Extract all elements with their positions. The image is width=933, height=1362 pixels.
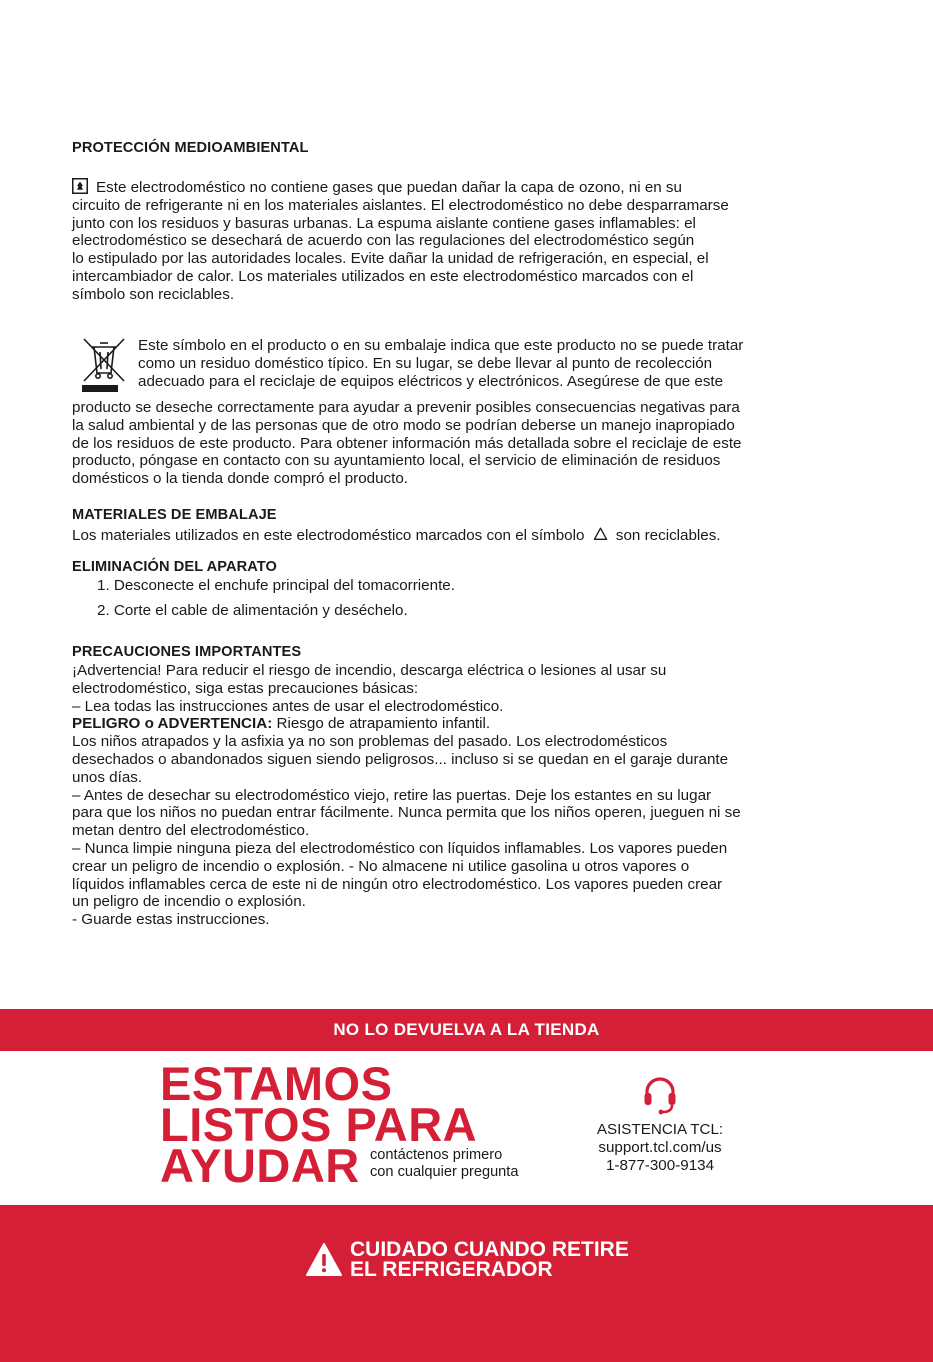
environment-line: lo estipulado por las autoridades locales. Evite dañar la unidad de refrigeración, en especial, el [72,250,709,268]
weee-line: la salud ambiental y de las personas que de otro modo se podrían deberse un manejo inapropiado [72,416,735,434]
disposal-title: ELIMINACIÓN DEL APARATO [72,559,277,575]
weee-line: como un residuo doméstico típico. En su lugar, se debe llevar al punto de recolección [138,354,713,372]
support-url[interactable]: support.tcl.com/us [598,1139,722,1156]
weee-paragraph [72,337,867,488]
precautions-line: – Lea todas las instrucciones antes de usar el electrodoméstico. [72,697,504,715]
ready-line: AYUDAR [160,1139,360,1192]
weee-line: de los residuos de este producto. Para obtener información más detallada sobre el reciclaje de este [72,434,742,452]
weee-line: adecuado para el reciclaje de equipos eléctricos y electrónicos. Asegúrese de que este [138,372,724,390]
ready-line: LISTOS PARA [160,1098,478,1151]
caution-text [350,1240,629,1280]
environment-line: junto con los residuos y basuras urbanas. La espuma aislante contiene gases inflamables: el [72,214,696,232]
precautions-line: un peligro de incendio o explosión. [72,893,306,911]
precautions-line: metan dentro del electrodoméstico. [72,822,310,840]
packaging-text: Los materiales utilizados en este electrodoméstico marcados con el símbolo son reciclables. [72,527,721,544]
headset-icon [643,1075,677,1115]
precautions-line: – Antes de desechar su electrodoméstico viejo, retire las puertas. Deje los estantes en su lugar [72,786,712,804]
danger-line [72,715,867,733]
caution-banner [0,1205,933,1362]
recycle-square-icon [72,178,88,194]
support-block [580,1075,740,1175]
do-not-return-banner: NO LO DEVUELVA A LA TIENDA [0,1009,933,1051]
weee-line: Este símbolo en el producto o en su embalaje indica que este producto no se puede tratar [138,337,744,354]
contact-line: contáctenos primero [370,1147,503,1163]
precautions-line: para que los niños no puedan entrar fácilmente. Nunca permita que los niños operen, jueguen ni se [72,804,741,822]
weee-line: domésticos o la tienda donde compró el producto. [72,470,409,488]
environment-paragraph [72,178,862,304]
precautions-line: electrodoméstico, siga estas precauciones básicas: [72,679,419,697]
environment-line: Este electrodoméstico no contiene gases que puedan dañar la capa de ozono, ni en su [72,178,862,197]
environment-line: intercambiador de calor. Los materiales utilizados en este electrodoméstico marcados con el [72,267,694,285]
disposal-step: 1. Desconecte el enchufe principal del tomacorriente. [97,577,455,594]
support-phone[interactable]: 1-877-300-9134 [605,1157,715,1174]
contact-first-note [370,1147,518,1181]
ready-line: ESTAMOS [160,1057,393,1110]
disposal-step: 2. Corte el cable de alimentación y deséchelo. [97,602,408,619]
precautions-title: PRECAUCIONES IMPORTANTES [72,644,302,660]
packaging-title: MATERIALES DE EMBALAJE [72,507,277,523]
contact-line: con cualquier pregunta [370,1164,519,1180]
precautions-line: ¡Advertencia! Para reducir el riesgo de incendio, descarga eléctrica o lesiones al usar su [72,662,667,679]
environment-line: electrodoméstico se desechará de acuerdo con las regulaciones del electrodoméstico según [72,232,695,250]
precautions-line: líquidos inflamables cerca de este ni de ningún otro electrodoméstico. Los vapores pueden crear [72,875,723,893]
support-title: ASISTENCIA TCL: [596,1121,724,1138]
danger-label: PELIGRO o ADVERTENCIA: [72,715,273,733]
weee-line: producto, póngase en contacto con su ayuntamiento local, el servicio de eliminación de residuos [72,452,721,470]
precautions-line: desechados o abandonados siguen siendo peligrosos... incluso si se quedan en el garaje durante [72,750,729,768]
environment-line: circuito de refrigerante ni en los materiales aislantes. El electrodoméstico no debe desparramarse [72,196,729,214]
precautions-line: - Guarde estas instrucciones. [72,911,270,929]
environment-line: símbolo son reciclables. [72,285,235,303]
warning-triangle-icon [305,1242,343,1278]
precautions-line: crear un peligro de incendio o explosión. - No almacene ni utilice gasolina u otros vapores o [72,857,690,875]
weee-line: producto se deseche correctamente para ayudar a prevenir posibles consecuencias negativas para [72,399,740,416]
caution-line: CUIDADO CUANDO RETIRE [350,1238,629,1261]
precautions-line: – Nunca limpie ninguna pieza del electrodoméstico con líquidos inflamables. Los vapores pueden [72,839,728,857]
recycle-triangle-icon [593,527,608,541]
caution-line: EL REFRIGERADOR [350,1258,553,1281]
environment-title: PROTECCIÓN MEDIOAMBIENTAL [72,140,309,156]
danger-text: Riesgo de atrapamiento infantil. [272,715,491,733]
precautions-line: unos días. [72,768,143,786]
crossed-out-bin-icon [78,337,130,399]
precautions-line: Los niños atrapados y la asfixia ya no son problemas del pasado. Los electrodomésticos [72,733,668,751]
disposal-steps [97,577,455,627]
precautions-body [72,662,867,929]
